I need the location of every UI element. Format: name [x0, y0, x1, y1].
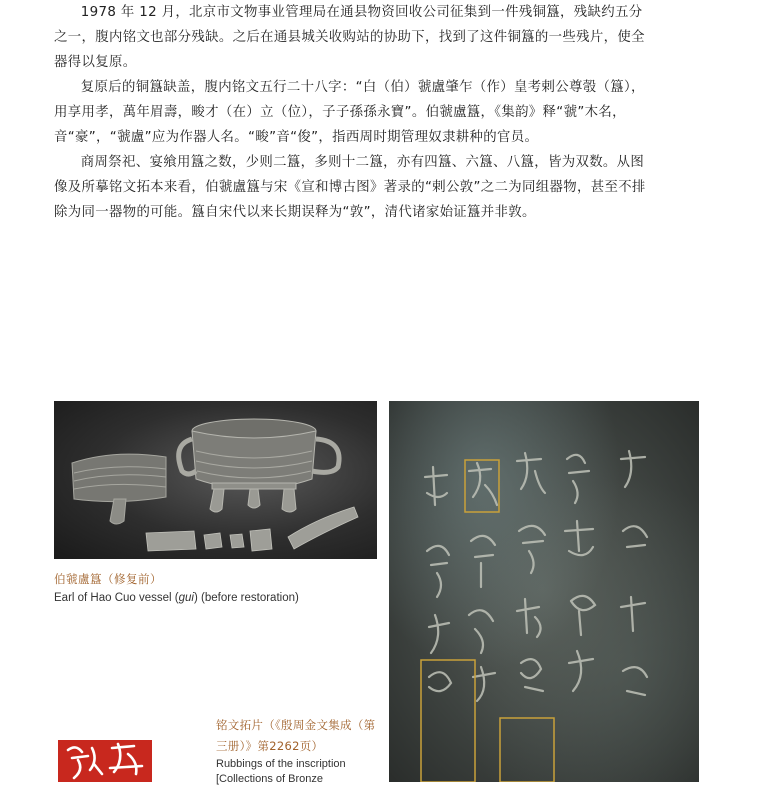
inscription-photo [389, 401, 699, 782]
paragraph-3: 商周祭祀、宴飨用簋之数，少则二簋，多则十二簋，亦有四簋、六簋、八簋，皆为双数。从图像及所摹铭文拓本来看，伯虢盧簋与宋《宣和博古图》著录的“剌公敦”之二为同组器物，甚至不排除为同一器物的可能。簋自宋代以来长期误释为“敦”，清代诸家始证簋并非敦。 [54, 155, 646, 220]
paragraph-2: 复原后的铜簋缺盖，腹内铭文五行二十八字：“白（伯）虢盧肇乍（作）皇考剌公尊彀（簋），用享用孝，萬年眉壽，畯才（在）立（位），子子孫孫永寶”。伯虢盧簋，《集韵》释“虢”木名，音“豪”，“虢盧”应为作器人名。“畯”音“俊”，指西周时期管理奴隶耕种的官员。 [54, 80, 645, 145]
seal-rubbing [58, 740, 152, 782]
rubbing-caption-en: Rubbings of the inscription [Collections of Bronze [216, 758, 346, 785]
vessel-photo-illustration [54, 401, 377, 559]
article-body [54, 0, 654, 225]
vessel-photo [54, 401, 377, 559]
vessel-caption-en: Earl of Hao Cuo vessel (gui) (before restoration) [54, 592, 299, 604]
rubbing-caption-cn: 铭文拓片（《殷周金文集成（第三册）》第2262页） [216, 718, 376, 753]
seal-icon [58, 740, 152, 782]
inscription-illustration [389, 401, 699, 782]
vessel-caption-cn: 伯虢盧簋（修复前） [54, 572, 162, 586]
paragraph-1: 1978 年 12 月，北京市文物事业管理局在通县物资回收公司征集到一件残铜簋，残缺约五分之一，腹内铭文也部分残缺。之后在通县城关收购站的协助下，找到了这件铜簋的一些残片，使全器得以复原。 [54, 5, 645, 70]
